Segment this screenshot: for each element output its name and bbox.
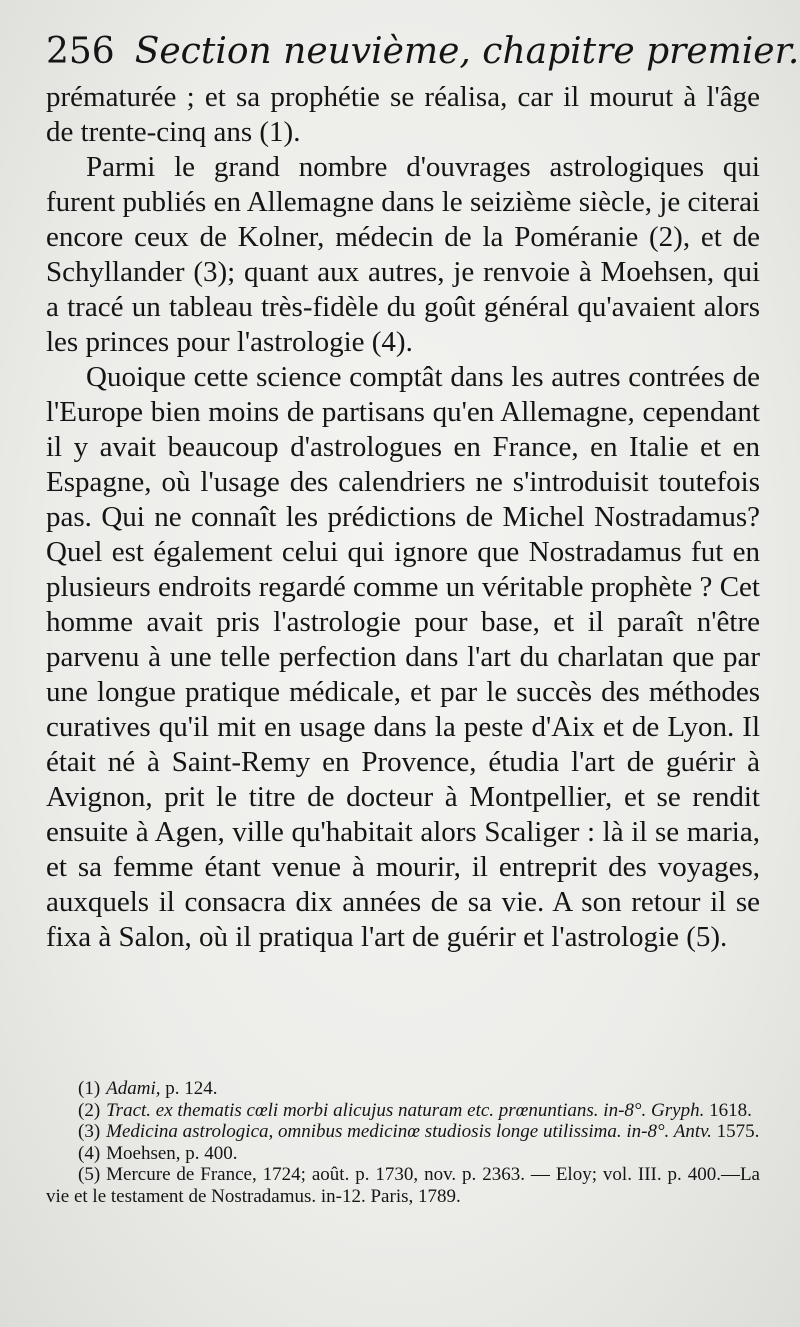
footnote-3: [46, 1121, 760, 1143]
footnote-label: (1): [78, 1078, 101, 1099]
footnote-text: Mercure de France, 1724; août. p. 1730, nov. p. 2363. — Eloy; vol. III. p. 400.—La vie et le testament de Nostradamus. in-12. Paris, 1789.: [46, 1164, 760, 1207]
paragraph-nostradamus: Quoique cette science comptât dans les autres contrées de l'Europe bien moins de partisans qu'en Allemagne, cependant il y avait beaucoup d'astrologues en France, en Italie et en Espagne, où l'usage des calendriers ne s'introduisit toutefois pas. Qui ne connaît les prédictions de Michel Nostradamus? Quel est également celui qui ignore que Nostradamus fut en plusieurs endroits regardé comme un véritable prophète ? Cet homme avait pris l'astrologie pour base, et il paraît n'être parvenu à une telle perfection dans l'art du charlatan que par une longue pratique médicale, et par le succès des méthodes curatives qu'il mit en usage dans la peste d'Aix et de Lyon. Il était né à Saint-Remy en Provence, étudia l'art de guérir à Avignon, prit le titre de docteur à Montpellier, et se rendit ensuite à Agen, ville qu'habitait alors Scaliger : là il se maria, et sa femme étant venue à mourir, il entreprit des voyages, auxquels il consacra dix années de sa vie. A son retour il se fixa à Salon, où il pratiqua l'art de guérir et l'astrologie (5).: [46, 361, 760, 953]
footnote-4: [46, 1143, 760, 1165]
paragraph-continuation: prématurée ; et sa prophétie se réalisa, car il mourut à l'âge de trente-cinq ans (1).: [46, 81, 760, 148]
paragraph-astrological-works: Parmi le grand nombre d'ouvrages astrologiques qui furent publiés en Allemagne dans le seizième siècle, je citerai encore ceux de Kolner, médecin de la Poméranie (2), et de Schyllander (3); quant aux autres, je renvoie à Moehsen, qui a tracé un tableau très-fidèle du goût général qu'avaient alors les princes pour l'astrologie (4).: [46, 151, 760, 358]
footnote-label: (4): [78, 1142, 101, 1164]
footnote-text: Moehsen, p. 400.: [106, 1142, 238, 1164]
footnote-text: 1575.: [711, 1121, 760, 1142]
footnote-label: (3): [78, 1121, 101, 1142]
running-title: Section neuvième, chapitre premier.: [134, 31, 800, 72]
footnote-5: [46, 1164, 760, 1207]
footnote-label: (5): [78, 1164, 101, 1185]
footnotes: [46, 1078, 760, 1207]
footnote-label: (2): [78, 1099, 101, 1121]
footnote-text: , p. 124.: [155, 1078, 218, 1099]
footnote-1: [46, 1078, 760, 1100]
page-header: [46, 30, 800, 74]
footnote-italic: Medicina astrologica, omnibus medicinœ studiosis longe utilissima. in-8°. Antv.: [106, 1121, 712, 1142]
footnote-italic: Tract. ex thematis cœli morbi alicujus naturam etc. prœnuntians. in-8°. Gryph.: [106, 1099, 705, 1121]
body-text: [46, 80, 760, 955]
page-number: 256: [46, 31, 115, 72]
footnote-2: [46, 1100, 760, 1122]
footnote-text: 1618.: [704, 1099, 752, 1121]
footnote-italic: Adami: [106, 1078, 156, 1099]
